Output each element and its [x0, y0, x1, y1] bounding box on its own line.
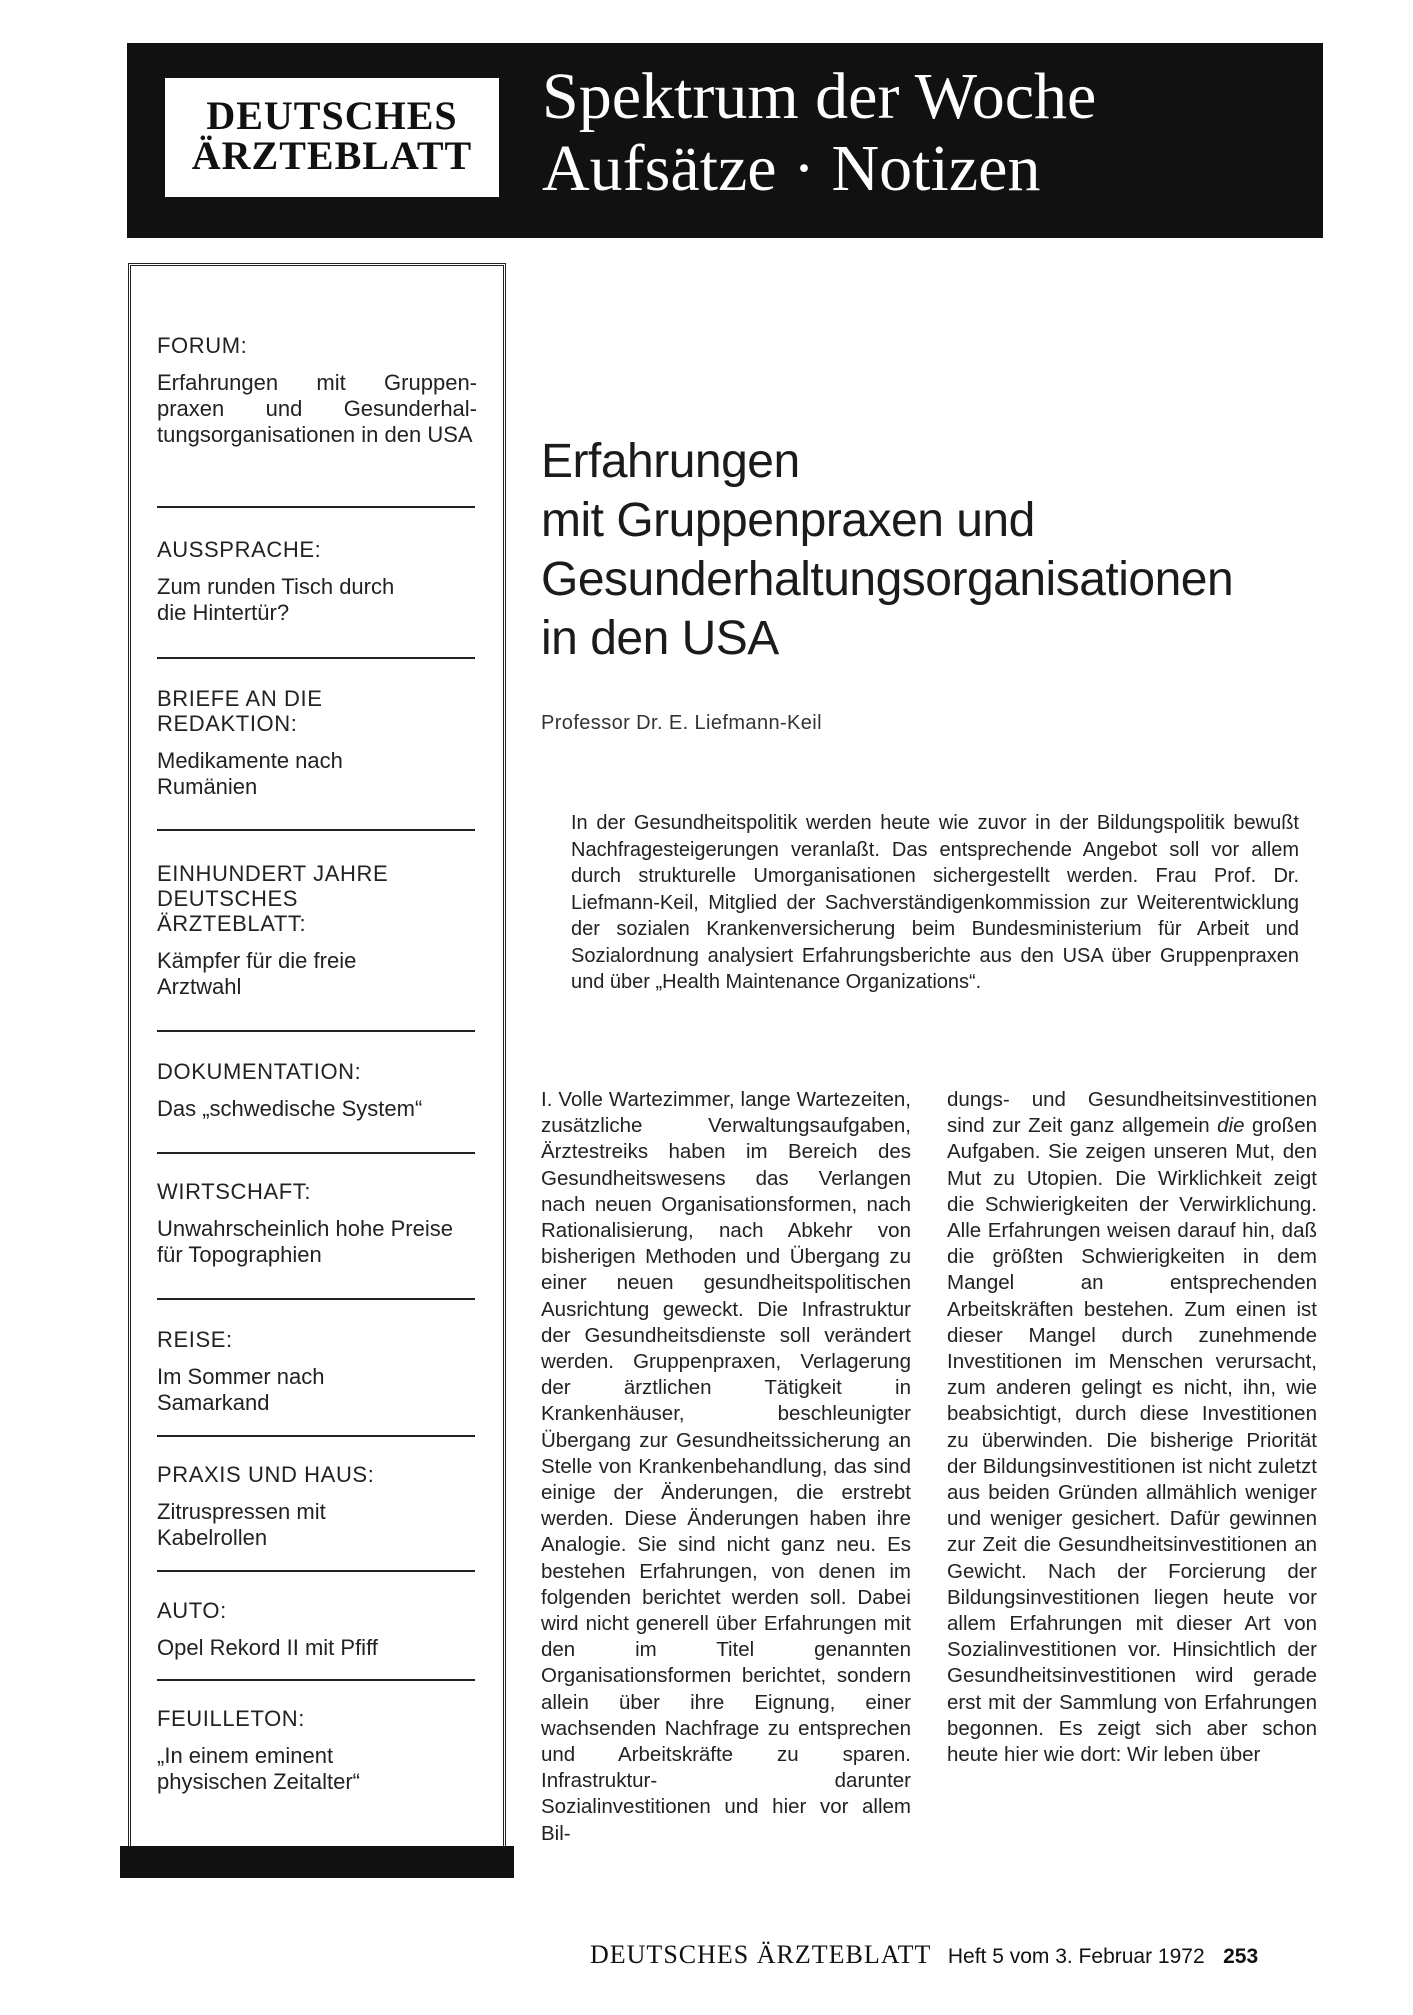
column-right-emphasis: die	[1217, 1114, 1245, 1138]
sidebar-bottom-bar	[120, 1846, 514, 1878]
section-title	[542, 61, 1096, 205]
toc-entry[interactable]	[157, 686, 477, 800]
toc-heading: FEUILLETON:	[157, 1706, 306, 1731]
article-abstract: In der Gesundheitspolitik werden heute wie zuvor in der Bildungspolitik bewußt Nachfragesteigerungen veranlaßt. Das entsprechende Angebot soll vor allem durch strukturelle Umorganisationen sichergestellt werden. Frau Prof. Dr. Liefmann-Keil, Mitglied der Sachverständigenkommission zur Weiterentwicklung der sozialen Krankenversicherung beim Bundesministerium für Arbeit und Sozialordnung analysiert Erfahrungsberichte aus den USA über Gruppenpraxen und über „Health Maintenance Organizations“.	[571, 812, 1299, 993]
toc-divider	[157, 1679, 475, 1681]
logo-line-2: ÄRZTEBLATT	[191, 133, 473, 178]
toc-title: Unwahrscheinlich hohe Preise für Topographien	[157, 1216, 453, 1267]
article-title-line-1: Erfahrungen	[541, 435, 800, 488]
article-column-left: I. Volle Wartezimmer, lange Wartezeiten, zusätzliche Verwaltungsaufgaben, Ärztestreiks haben im Bereich des Gesundheitswesens das Verlangen nach neuen Organisationsformen, nach Rationalisierung, nach Abkehr von bisherigen Methoden und Übergang zu einer neuen gesundheitspolitischen Ausrichtung geweckt. Die Infrastruktur der Gesundheitsdienste soll verändert werden. Gruppenpraxen, Verlagerung der ärztlichen Tätigkeit in Krankenhäuser, beschleunigter Übergang zur Gesundheitssicherung an Stelle von Krankenbehandlung, das sind einige der Änderungen, die erstrebt werden. Diese Änderungen haben ihre Analogie. Sie sind nicht ganz neu. Es bestehen Erfahrungen, von denen im folgenden berichtet werden soll. Dabei wird nicht generell über Erfahrungen mit den im Titel genannten Organisationsformen berichtet, sondern allein über ihre Eignung, einer wachsenden Nachfrage zu entsprechen und Arbeitskräfte zu sparen. Infrastruktur- darunter Sozialinvestitionen und hier vor allem Bil-	[541, 1088, 911, 1845]
toc-divider	[157, 829, 475, 831]
article-author: Professor Dr. E. Liefmann-Keil	[541, 712, 822, 734]
section-title-line-1: Spektrum der Woche	[542, 60, 1097, 133]
toc-title: „In einem eminent physischen Zeitalter“	[157, 1743, 360, 1794]
toc-heading: AUSSPRACHE:	[157, 537, 322, 562]
toc-title: Zum runden Tisch durch die Hintertür?	[157, 574, 395, 625]
toc-entry[interactable]	[157, 861, 477, 1000]
toc-title: Erfahrungen mit Gruppen-praxen und Gesunderhal-tungsorganisationen in den USA	[157, 370, 477, 447]
toc-divider	[157, 657, 475, 659]
toc-entry[interactable]	[157, 1179, 477, 1268]
section-title-line-2: Aufsätze · Notizen	[542, 132, 1041, 205]
toc-entry[interactable]	[157, 1327, 477, 1416]
toc-heading: PRAXIS UND HAUS:	[157, 1462, 375, 1487]
toc-heading: WIRTSCHAFT:	[157, 1179, 312, 1204]
toc-divider	[157, 506, 475, 508]
logo-line-1: DEUTSCHES	[206, 93, 458, 138]
toc-heading: BRIEFE AN DIE REDAKTION:	[157, 686, 323, 736]
toc-entry[interactable]	[157, 1706, 477, 1795]
toc-divider	[157, 1298, 475, 1300]
toc-divider	[157, 1435, 475, 1437]
footer-issue: Heft 5 vom 3. Februar 1972	[947, 1945, 1205, 1968]
journal-logo	[163, 76, 501, 199]
column-right-text-b: großen Aufgaben. Sie zeigen unseren Mut, den Mut zu Utopien. Die Wirklichkeit zeigt die Schwierigkeiten der Verwirklichung. Alle Erfahrungen weisen darauf hin, daß die größten Schwierigkeiten in dem Mangel an entsprechenden Arbeitskräften bestehen. Zum einen ist dieser Mangel durch zunehmende Investitionen im Menschen verursacht, zum anderen gelingt es nicht, ihn, wie beabsichtigt, durch diese Investitionen zu überwinden. Die bisherige Priorität der Bildungsinvestitionen ist nicht zuletzt aus beiden Gründen allmählich weniger und weniger gesichert. Dafür gewinnen zur Zeit die Gesundheitsinvestitionen an Gewicht. Nach der Forcierung der Bildungsinvestitionen liegen heute vor allem Erfahrungen mit dieser Art von Sozialinvestitionen vor. Hinsichtlich der Gesundheitsinvestitionen wird gerade erst mit der Sammlung von Erfahrungen begonnen. Es zeigt sich aber schon heute hier wie dort: Wir leben über	[947, 1114, 1317, 1767]
toc-entry[interactable]	[157, 1598, 477, 1661]
toc-divider	[157, 1152, 475, 1154]
toc-title: Kämpfer für die freie Arztwahl	[157, 948, 357, 999]
column-right-text-a: dungs- und Gesundheitsinvestitionen sind zur Zeit ganz allgemein	[947, 1088, 1317, 1138]
toc-entry[interactable]	[157, 333, 477, 448]
toc-heading: REISE:	[157, 1327, 233, 1352]
toc-divider	[157, 1030, 475, 1032]
toc-title: Medikamente nach Rumänien	[157, 748, 343, 799]
article-title	[541, 432, 1233, 668]
footer-journal: DEUTSCHES ÄRZTEBLATT	[590, 1940, 932, 1969]
toc-title: Opel Rekord II mit Pfiff	[157, 1635, 378, 1660]
page-footer	[590, 1940, 1320, 1970]
toc-heading: AUTO:	[157, 1598, 227, 1623]
toc-entry[interactable]	[157, 1059, 477, 1122]
toc-heading: DOKUMENTATION:	[157, 1059, 362, 1084]
toc-title: Das „schwedische System“	[157, 1096, 423, 1121]
article-title-line-2: mit Gruppenpraxen und	[541, 494, 1035, 547]
page-number: 253	[1223, 1945, 1259, 1968]
article-column-right	[947, 1087, 1317, 1768]
article-title-line-4: in den USA	[541, 612, 779, 665]
toc-title: Zitruspressen mit Kabelrollen	[157, 1499, 326, 1550]
toc-heading: EINHUNDERT JAHRE DEUTSCHES ÄRZTEBLATT:	[157, 861, 389, 936]
toc-entry[interactable]	[157, 537, 477, 626]
toc-divider	[157, 1570, 475, 1572]
toc-entry[interactable]	[157, 1462, 477, 1551]
header-banner	[127, 43, 1323, 238]
toc-title: Im Sommer nach Samarkand	[157, 1364, 325, 1415]
article-title-line-3: Gesunderhaltungsorganisationen	[541, 553, 1234, 606]
toc-heading: FORUM:	[157, 333, 248, 358]
